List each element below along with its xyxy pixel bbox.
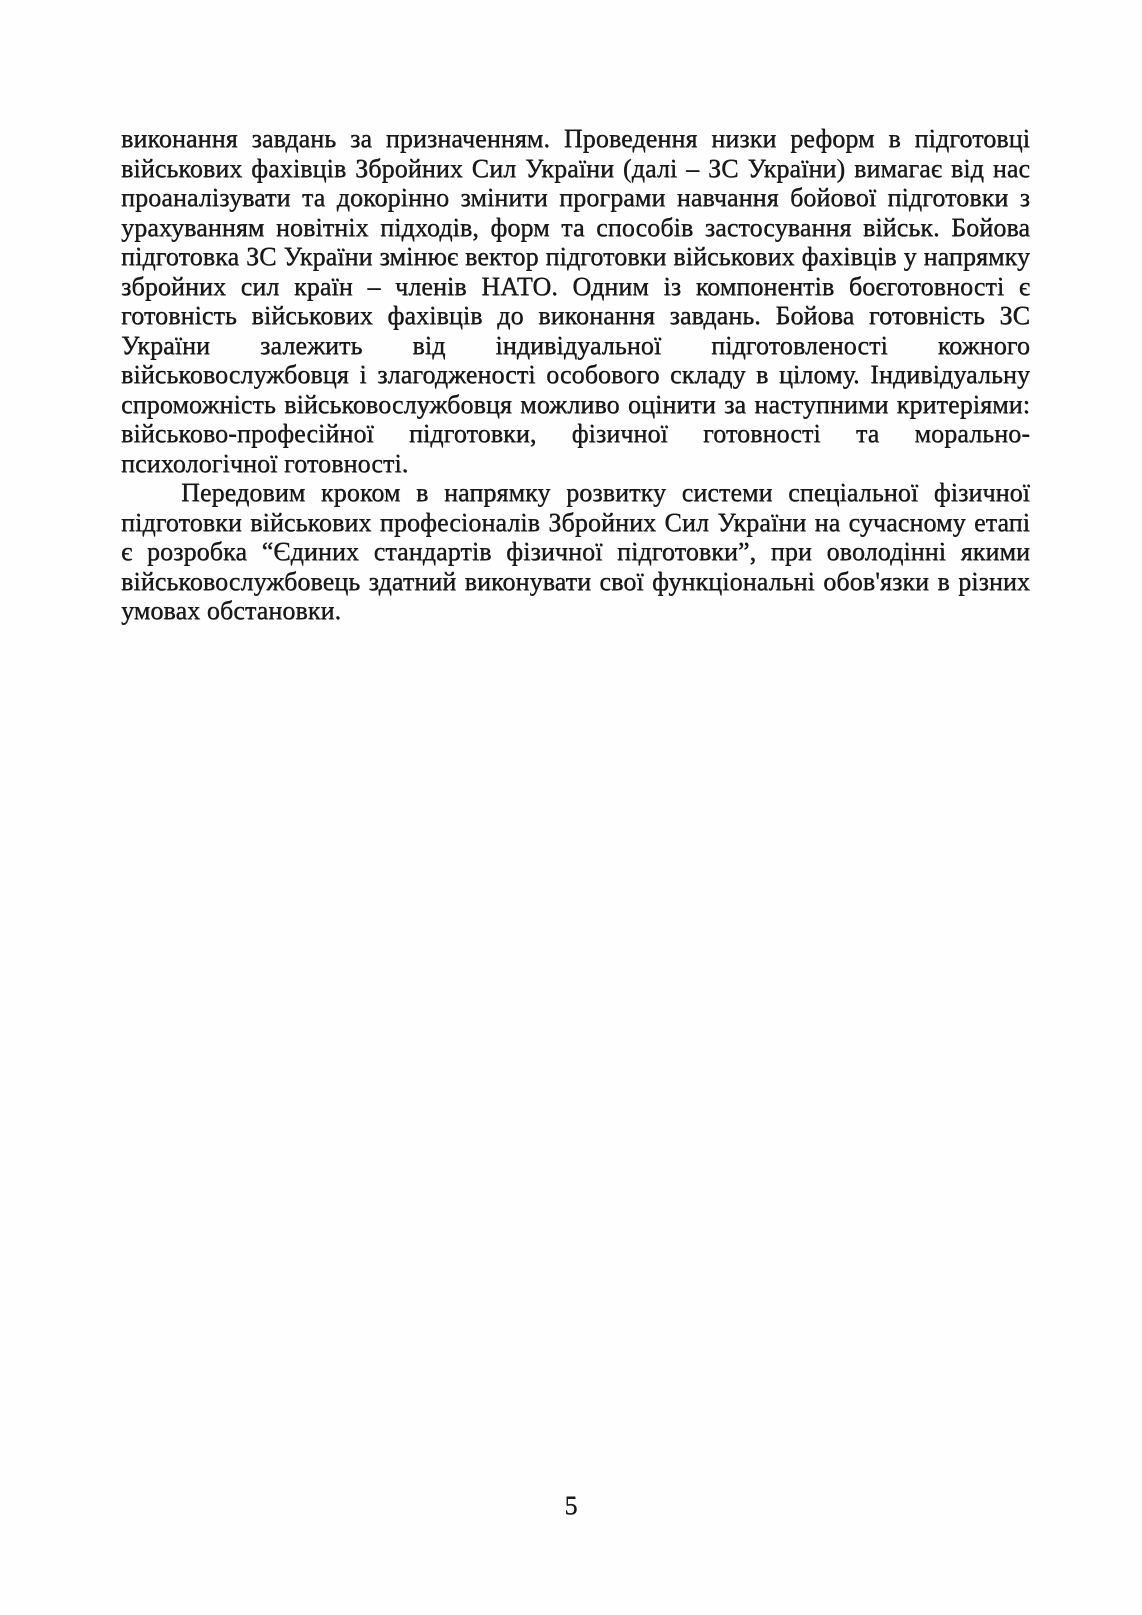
paragraph-continued: виконання завдань за призначенням. Проведення низки реформ в підготовці військових фахівців Збройних Сил України (далі – ЗС України) вимагає від нас проаналізувати та докорінно змінити програми навчання бойової підготовки з урахуванням новітніх підходів, форм та способів застосування військ. Бойова підготовка ЗС України змінює вектор підготовки військових фахівців у напрямку збройних сил країн – членів НАТО. Одним із компонентів боєготовності є готовність військових фахівців до виконання завдань. Бойова готовність ЗС України залежить від індивідуальної підготовленості кожного військовослужбовця і злагодженості особового складу в цілому. Індивідуальну спроможність військовослужбовця можливо оцінити за наступними критеріями: військово-професійної підготовки, фізичної готовності та морально-психологічної готовності.: [121, 124, 1030, 478]
paragraph: Передовим кроком в напрямку розвитку системи спеціальної фізичної підготовки військових професіоналів Збройних Сил України на сучасному етапі є розробка “Єдиних стандартів фізичної підготовки”, при оволодінні якими військовослужбовець здатний виконувати свої функціональні обов'язки в різних умовах обстановки.: [121, 478, 1030, 625]
body-text: [121, 124, 1030, 626]
page-number: 5: [564, 1491, 578, 1520]
